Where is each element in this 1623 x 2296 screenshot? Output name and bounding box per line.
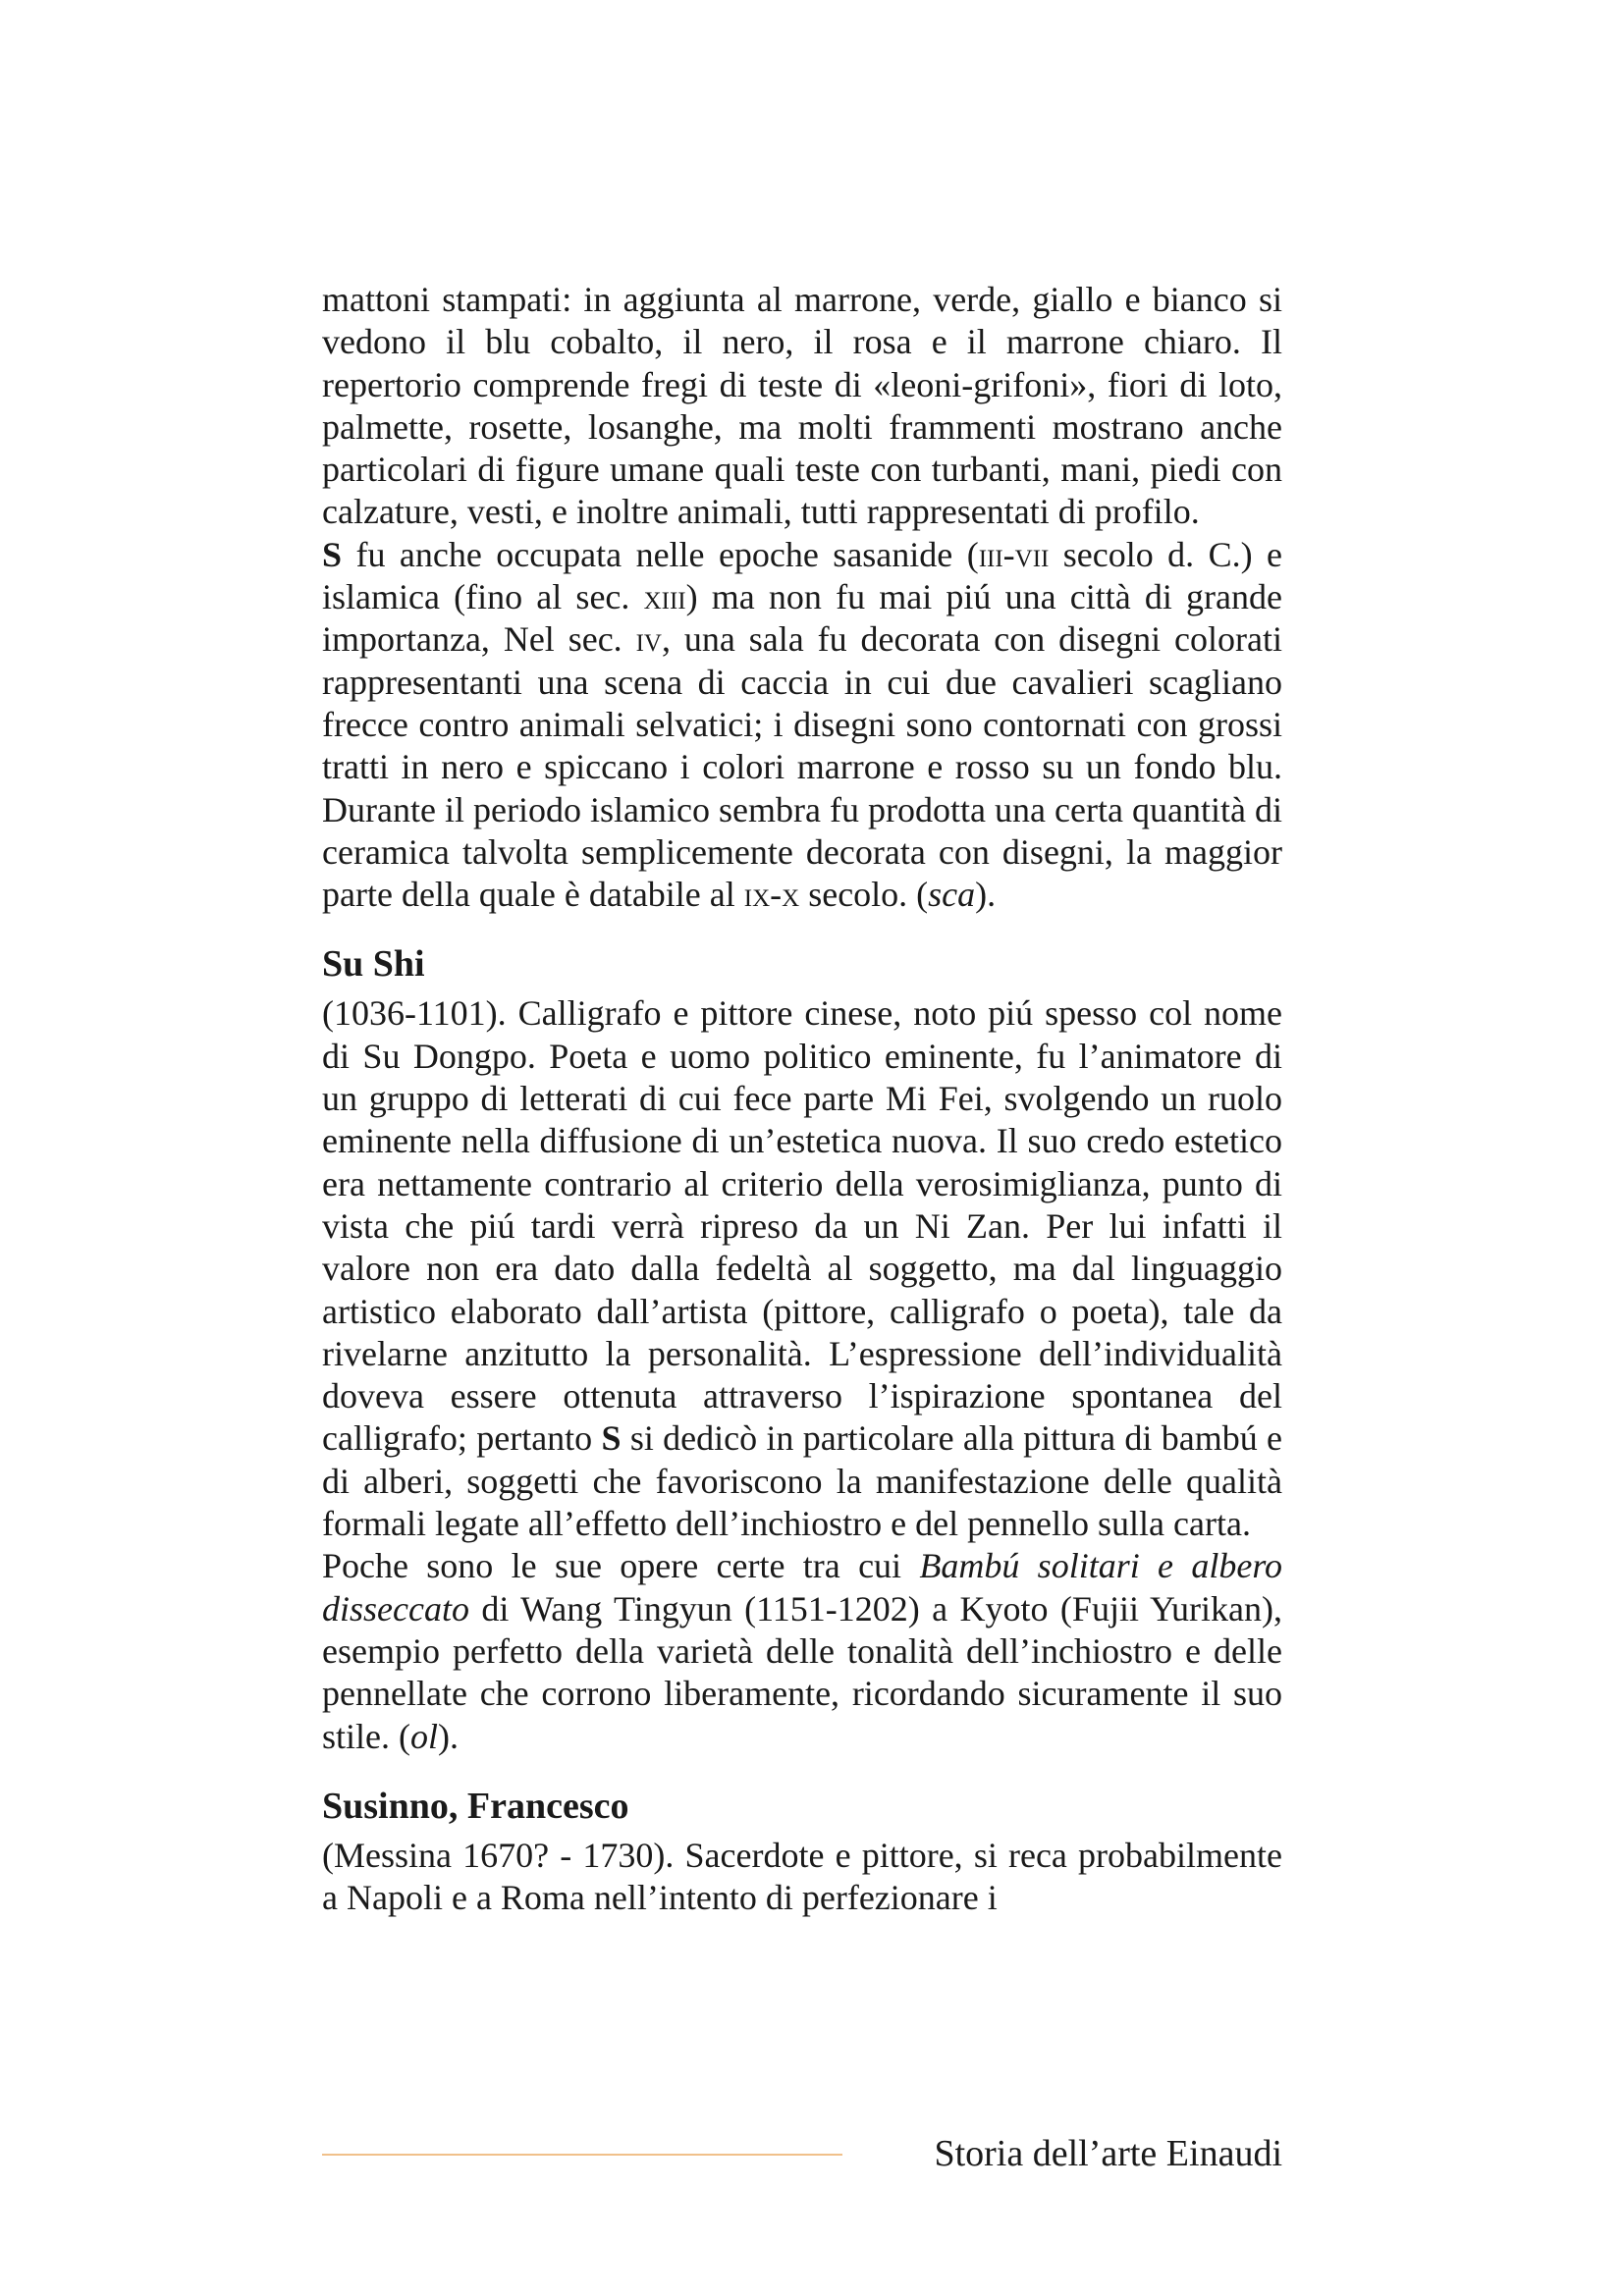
text-run: secolo d. C.) e islamica (fino al sec. bbox=[322, 534, 1282, 617]
entry-abbrev: S bbox=[601, 1418, 622, 1459]
text-run: si dedicò in particolare alla pittura di bambú e di alberi, soggetti che favoriscono la manifestazione delle qualità formali legate all’effetto dell’inchiostro e del pennello sulla carta. bbox=[322, 1418, 1283, 1544]
entry-paragraph bbox=[322, 1545, 1282, 1757]
footer-publisher-label: Storia dell’arte Einaudi bbox=[934, 2133, 1282, 2174]
text-run: iii-vii bbox=[978, 534, 1050, 574]
text-run: ) ma non fu mai piú una città di grande importanza, Nel sec. bbox=[322, 577, 1282, 660]
text-run: ). bbox=[438, 1716, 459, 1756]
text-run: Poche sono le sue opere certe tra cui bbox=[322, 1546, 920, 1586]
text-run: xiii bbox=[643, 577, 686, 617]
page-footer bbox=[322, 2130, 1282, 2179]
page-body bbox=[322, 279, 1282, 1919]
entry-paragraph bbox=[322, 279, 1282, 534]
text-run: iv bbox=[635, 619, 662, 660]
entry-paragraph bbox=[322, 534, 1282, 917]
text-run: ). bbox=[975, 875, 997, 915]
text-run: (Messina 1670? - 1730). Sacerdote e pittore, si reca probabilmente a Napoli e a Roma nell’intento di perfezionare i bbox=[322, 1835, 1282, 1918]
italic-text: ol bbox=[409, 1716, 438, 1756]
text-run: ix-x bbox=[743, 875, 800, 915]
text-run: (1036-1101). Calligrafo e pittore cinese, noto piú spesso col nome di Su Dongpo. Poeta e uomo politico eminente, fu l’animatore di un gruppo di letterati di cui fece parte Mi Fei, svolgendo un ruolo eminente nella diffusione di un’estetica nuova. Il suo credo estetico era nettamente contrario al criterio della verosimiglianza, punto di vista che piú tardi verrà ripreso da un Ni Zan. Per lui infatti il valore non era dato dalla fedeltà al soggetto, ma dal linguaggio artistico elaborato dall’artista (pittore, calligrafo o poeta), tale da rivelarne anzitutto la personalità. L’espressione dell’individualità doveva essere ottenuta attraverso l’ispirazione spontanea del calligrafo; pertanto bbox=[322, 993, 1282, 1459]
entry-paragraph bbox=[322, 992, 1282, 1545]
entry-paragraph bbox=[322, 1835, 1282, 1920]
text-run: secolo. ( bbox=[799, 875, 929, 915]
dictionary-entry bbox=[322, 941, 1282, 1757]
entry-title: Su Shi bbox=[322, 943, 425, 986]
text-run: , una sala fu decorata con disegni colorati rappresentanti una scena di caccia in cui due cavalieri scagliano frecce contro animali selvatici; i disegni sono contornati con grossi tratti in nero e spiccano i colori marrone e rosso su un fondo blu. Durante il periodo islamico sembra fu prodotta una certa quantità di ceramica talvolta semplicemente decorata con disegni, la maggior parte della quale è databile al bbox=[322, 619, 1283, 915]
text-run: fu anche occupata nelle epoche sasanide ( bbox=[342, 534, 979, 574]
italic-text: sca bbox=[928, 875, 976, 915]
entry-title: Susinno, Francesco bbox=[322, 1785, 629, 1827]
entry-abbrev: S bbox=[322, 534, 343, 574]
dictionary-entry bbox=[322, 1784, 1282, 1920]
dictionary-entry bbox=[322, 279, 1282, 916]
footer-rule bbox=[322, 2154, 842, 2156]
text-run: mattoni stampati: in aggiunta al marrone, verde, giallo e bianco si vedono il blu cobalto, il nero, il rosa e il marrone chiaro. Il repertorio comprende fregi di teste di «leoni-grifoni», fiori di loto, palmette, rosette, losanghe, ma molti frammenti mostrano anche particolari di figure umane quali teste con turbanti, mani, piedi con calzature, vesti, e inoltre animali, tutti rappresentati di profilo. bbox=[322, 280, 1282, 532]
text-run: di Wang Tingyun (1151-1202) a Kyoto (Fujii Yurikan), esempio perfetto della varietà delle tonalità dell’inchiostro e delle pennellate che corrono liberamente, ricordando sicuramente il suo stile. ( bbox=[322, 1588, 1282, 1756]
italic-text: Bambú solitari e albero disseccato bbox=[322, 1546, 1282, 1629]
